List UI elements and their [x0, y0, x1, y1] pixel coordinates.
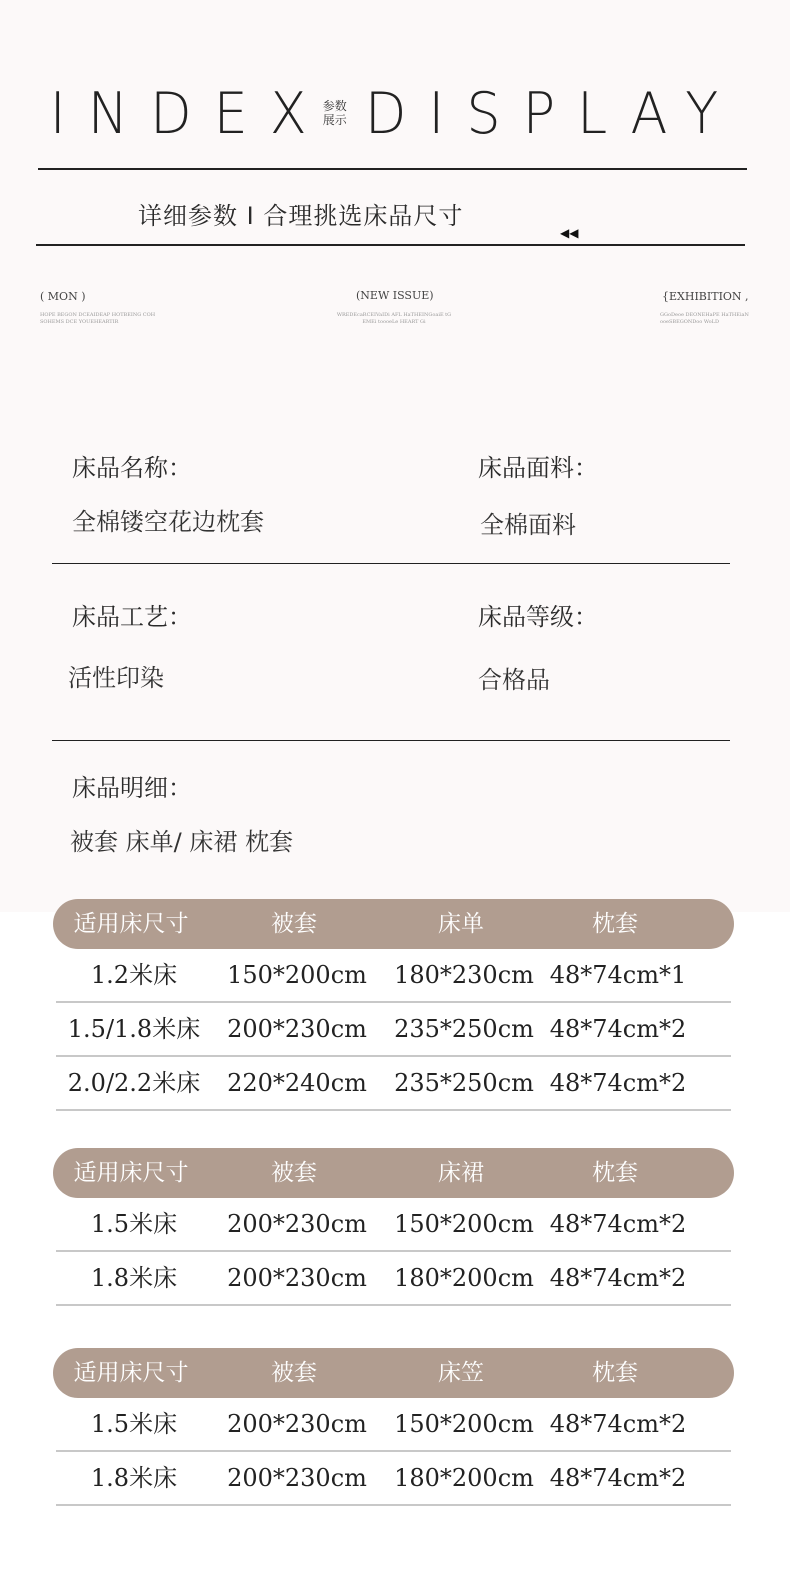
table-header	[53, 1348, 734, 1398]
size-table-fitted	[53, 1348, 734, 1506]
spec-grade-value: 合格品	[478, 666, 550, 694]
title-display: DISPLAY	[364, 79, 741, 147]
table-cell: 200*230cm	[227, 1410, 367, 1438]
subtitle: 详细参数 I 合理挑选床品尺寸	[138, 202, 464, 230]
header-cell: 适用床尺寸	[73, 1360, 189, 1386]
spec-divider-2	[52, 740, 730, 741]
table-row	[56, 1057, 731, 1111]
table-cell: 200*230cm	[227, 1015, 367, 1043]
table-cell: 48*74cm*2	[549, 1410, 687, 1438]
title-index: INDEX	[49, 79, 329, 147]
size-table-sheet	[53, 899, 734, 1111]
table-cell: 48*74cm*2	[549, 1069, 687, 1097]
spec-fabric-value: 全棉面料	[480, 511, 576, 539]
spec-name-label: 床品名称：	[72, 454, 192, 482]
tag-new-issue-fineprint: WREDEcaRCEIVaIDi AFL HaTHEINGoaiE tG EMEi toooeLe HEART Gi	[336, 312, 452, 325]
tag-exhibition: {EXHIBITION ,	[662, 290, 749, 303]
table-row	[56, 949, 731, 1003]
table-cell: 48*74cm*2	[549, 1210, 687, 1238]
table-cell: 150*200cm	[227, 961, 367, 989]
spec-name-value: 全棉镂空花边枕套	[72, 508, 264, 536]
table-header	[53, 1148, 734, 1198]
header-cell: 被套	[271, 1160, 317, 1186]
table-row	[56, 1198, 731, 1252]
table-cell: 48*74cm*2	[549, 1464, 687, 1492]
header-cell: 床笠	[438, 1360, 484, 1386]
tag-mon-fineprint: HOPE BEGON DCEAIDEAP HOTBEING COH SOHEMS DCE YOUEHEARTIR	[40, 312, 156, 325]
double-arrow-icon: ◀◀	[560, 226, 579, 240]
spec-craft-value: 活性印染	[68, 664, 164, 692]
header-cell: 枕套	[592, 1360, 638, 1386]
spec-detail-label: 床品明细：	[72, 774, 192, 802]
table-cell: 1.8米床	[90, 1264, 178, 1292]
table-cell: 1.8米床	[90, 1464, 178, 1492]
header-cell: 适用床尺寸	[73, 911, 189, 937]
table-cell: 180*230cm	[394, 961, 534, 989]
table-cell: 1.5米床	[90, 1210, 178, 1238]
header-cell: 床裙	[438, 1160, 484, 1186]
table-cell: 48*74cm*2	[549, 1015, 687, 1043]
table-cell: 200*230cm	[227, 1464, 367, 1492]
table-row	[56, 1452, 731, 1506]
header-cell: 适用床尺寸	[73, 1160, 189, 1186]
header-cell: 被套	[271, 911, 317, 937]
spec-fabric-label: 床品面料：	[478, 454, 598, 482]
table-cell: 48*74cm*1	[549, 961, 687, 989]
table-cell: 200*230cm	[227, 1264, 367, 1292]
table-header	[53, 899, 734, 949]
table-cell: 1.5/1.8米床	[67, 1015, 201, 1043]
header-cell: 被套	[271, 1360, 317, 1386]
table-cell: 180*200cm	[394, 1464, 534, 1492]
table-cell: 1.5米床	[90, 1410, 178, 1438]
table-cell: 235*250cm	[394, 1015, 534, 1043]
table-cell: 2.0/2.2米床	[67, 1069, 201, 1097]
page-title	[0, 78, 790, 148]
divider-top	[38, 168, 747, 170]
table-cell: 48*74cm*2	[549, 1264, 687, 1292]
tag-new-issue: (NEW ISSUE)	[356, 289, 434, 302]
table-row	[56, 1003, 731, 1057]
divider-subtitle	[36, 244, 745, 246]
table-cell: 150*200cm	[394, 1210, 534, 1238]
title-mini-bottom: 展示	[322, 113, 347, 127]
header-cell: 枕套	[592, 1160, 638, 1186]
spec-divider-1	[52, 563, 730, 564]
table-cell: 200*230cm	[227, 1210, 367, 1238]
header-cell: 床单	[438, 911, 484, 937]
title-mini-top: 参数	[322, 99, 347, 113]
table-row	[56, 1252, 731, 1306]
spec-detail-value: 被套 床单/ 床裙 枕套	[70, 828, 293, 856]
tag-mon: ( MON )	[40, 290, 86, 303]
table-cell: 180*200cm	[394, 1264, 534, 1292]
size-table-skirt	[53, 1148, 734, 1306]
spec-craft-label: 床品工艺：	[72, 603, 192, 631]
table-cell: 1.2米床	[90, 961, 178, 989]
spec-grade-label: 床品等级：	[478, 603, 598, 631]
header-cell: 枕套	[592, 911, 638, 937]
table-cell: 220*240cm	[227, 1069, 367, 1097]
table-cell: 150*200cm	[394, 1410, 534, 1438]
tag-exhibition-fineprint: GGoDeoe DEONEHaPE HaTHEiaN ooeSBEGONDoo WoLD	[660, 312, 749, 325]
table-cell: 235*250cm	[394, 1069, 534, 1097]
table-row	[56, 1398, 731, 1452]
